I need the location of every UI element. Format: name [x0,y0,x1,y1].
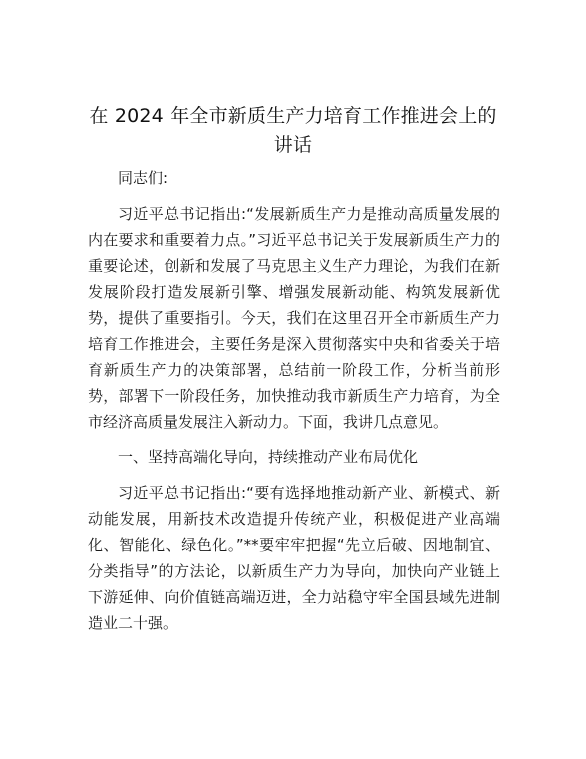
title-line-1: 在 2024 年全市新质生产力培育工作推进会上的 [89,105,497,127]
paragraph-1: 习近平总书记指出:“发展新质生产力是推动高质量发展的内在要求和重要着力点。”习近平总书记关于发展新质生产力的重要论述，创新和发展了马克思主义生产力理论，为我们在新发展阶段打造发展新引擎、增强发展新动能、构筑发展新优势，提供了重要指引。今天，我们在这里召开全市新质生产力培育工作推进会，主要任务是深入贯彻落实中央和省委关于培育新质生产力的决策部署，总结前一阶段工作，分析当前形势，部署下一阶段任务，加快推动我市新质生产力培育，为全市经济高质量发展注入新动力。下面，我讲几点意见。 [88,205,500,431]
salutation: 同志们: [118,169,169,187]
paragraph-2: 习近平总书记指出:“要有选择地推动新产业、新模式、新动能发展，用新技术改造提升传统产业，积极促进产业高端化、智能化、绿色化。”**要牢牢把握“先立后破、因地制宜、分类指导”的方法论，以新质生产力为导向，加快向产业链上下游延伸、向价值链高端迈进，全力站稳守牢全国县域先进制造业二十强。 [88,484,500,632]
document-body [88,165,500,636]
section-heading-1: 一、坚持高端化导向，持续推动产业布局优化 [118,448,419,466]
title-line-2: 讲话 [273,134,313,156]
document-title [76,102,510,160]
